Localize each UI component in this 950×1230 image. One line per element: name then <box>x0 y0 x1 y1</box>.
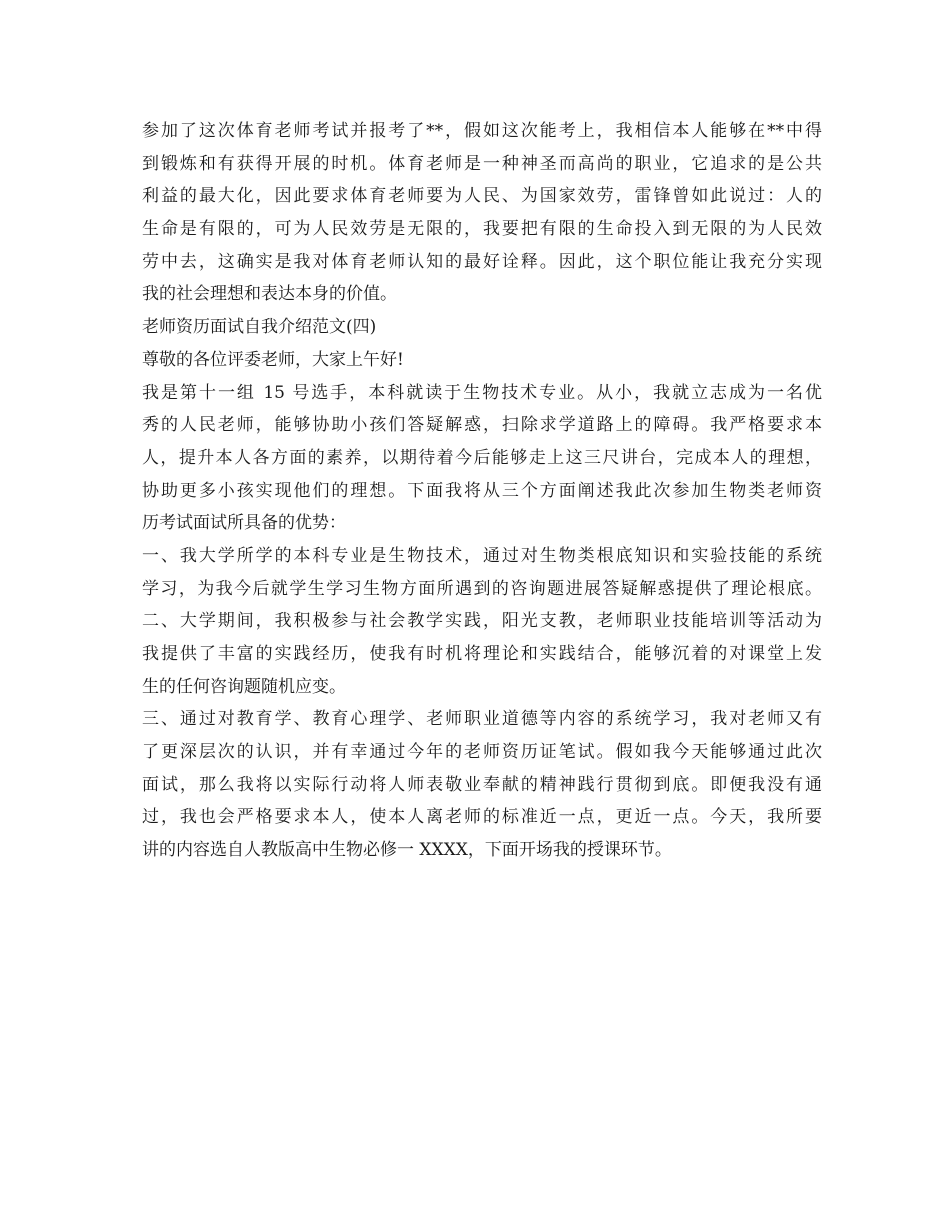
text-line: 三、通过对教育学、教育心理学、老师职业道德等内容的系统学习，我对老师又有 <box>142 709 822 730</box>
text-line: 劳中去，这确实是我对体育老师认知的最好诠释。因此，这个职位能让我充分实现 <box>142 251 822 272</box>
text-line: 协助更多小孩实现他们的理想。下面我将从三个方面阐述我此次参加生物类老师资 <box>142 480 822 501</box>
document-body <box>142 115 822 867</box>
text-line: 学习，为我今后就学生学习生物方面所遇到的咨询题进展答疑解惑提供了理论根底。 <box>142 578 822 599</box>
text-line: 一、我大学所学的本科专业是生物技术，通过对生物类根底知识和实验技能的系统 <box>142 545 822 566</box>
text-line: 面试，那么我将以实际行动将人师表敬业奉献的精神践行贯彻到底。即便我没有通 <box>142 774 822 795</box>
text-line: 我的社会理想和表达本身的价值。 <box>142 284 397 305</box>
text-line: 二、大学期间，我积极参与社会教学实践，阳光支教，老师职业技能培训等活动为 <box>142 611 822 632</box>
text-line: 人，提升本人各方面的素养，以期待着今后能够走上这三尺讲台，完成本人的理想， <box>142 447 822 468</box>
text-line: 过，我也会严格要求本人，使本人离老师的标准近一点，更近一点。今天，我所要 <box>142 807 822 828</box>
section-heading: 老师资历面试自我介绍范文(四) <box>142 317 377 338</box>
text-line: 历考试面试所具备的优势： <box>142 513 346 534</box>
text-line: 我提供了丰富的实践经历，使我有时机将理论和实践结合，能够沉着的对课堂上发 <box>142 644 822 664</box>
greeting-line: 尊敬的各位评委老师，大家上午好! <box>142 349 404 370</box>
text-line: 生命是有限的，可为人民效劳是无限的，我要把有限的生命投入到无限的为人民效 <box>142 219 822 240</box>
text-line: 讲的内容选自人教版高中生物必修一 XXXX，下面开场我的授课环节。 <box>142 840 672 861</box>
text-line: 利益的最大化，因此要求体育老师要为人民、为国家效劳，雷锋曾如此说过：人的 <box>142 186 822 207</box>
text-line: 生的任何咨询题随机应变。 <box>142 676 346 697</box>
text-line: 了更深层次的认识，并有幸通过今年的老师资历证笔试。假如我今天能够通过此次 <box>142 742 822 763</box>
text-line: 参加了这次体育老师考试并报考了**，假如这次能考上，我相信本人能够在**中得 <box>142 121 822 141</box>
text-line: 到锻炼和有获得开展的时机。体育老师是一种神圣而高尚的职业，它追求的是公共 <box>142 153 822 174</box>
text-line: 秀的人民老师，能够协助小孩们答疑解惑，扫除求学道路上的障碍。我严格要求本 <box>142 415 822 436</box>
text-line: 我是第十一组 15 号选手，本科就读于生物技术专业。从小，我就立志成为一名优 <box>142 382 822 403</box>
